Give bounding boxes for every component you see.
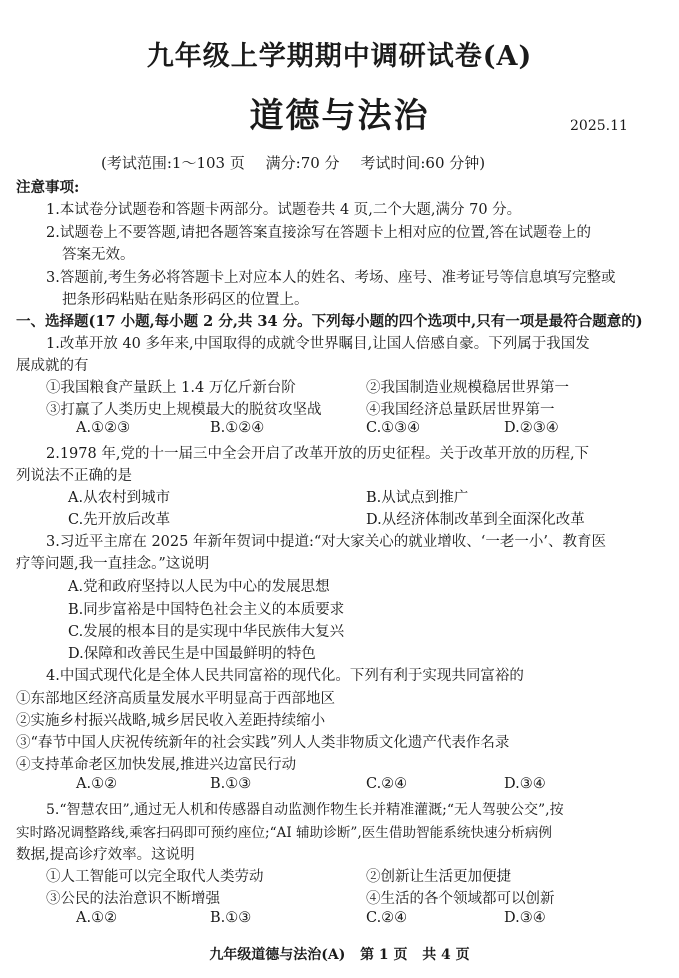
question-2-option-a: A.从农村到城市 bbox=[68, 490, 171, 506]
footer-total: 共 4 页 bbox=[422, 947, 470, 963]
question-2-stem-a: 2.1978 年,党的十一届三中全会开启了改革开放的历史征程。关于改革开放的历程,下 bbox=[46, 446, 590, 462]
question-1-option-b: B.①②④ bbox=[210, 420, 265, 436]
question-5-item-1: ①人工智能可以完全取代人类劳动 bbox=[46, 869, 264, 885]
note-2b: 答案无效。 bbox=[62, 247, 135, 263]
exam-scope: (考试范围:1～103 页 bbox=[101, 154, 245, 172]
question-4-item-3: ③“春节中国人庆祝传统新年的社会实践”列人人类非物质文化遗产代表作名录 bbox=[16, 735, 510, 751]
exam-time: 考试时间:60 分钟) bbox=[360, 154, 486, 172]
note-2a: 2.试题卷上不要答题,请把各题答案直接涂写在答题卡上相对应的位置,答在试题卷上的 bbox=[46, 225, 592, 241]
exam-date: 2025.11 bbox=[570, 118, 628, 134]
question-2-stem-b: 列说法不正确的是 bbox=[16, 468, 132, 484]
question-4-item-4: ④支持革命老区加快发展,推进兴边富民行动 bbox=[16, 757, 297, 773]
question-4-option-a: A.①② bbox=[76, 776, 118, 792]
note-3a: 3.答题前,考生务必将答题卡上对应本人的姓名、考场、座号、准考证号等信息填写完整或 bbox=[46, 270, 616, 286]
notes-heading: 注意事项: bbox=[16, 179, 80, 196]
question-4-option-d: D.③④ bbox=[504, 776, 546, 792]
question-1-item-2: ②我国制造业规模稳居世界第一 bbox=[366, 380, 569, 396]
exam-info bbox=[101, 152, 485, 173]
question-5-option-b: B.①③ bbox=[210, 910, 252, 926]
question-1-option-d: D.②③④ bbox=[504, 420, 559, 436]
question-5-stem-a: 5.“智慧农田”,通过无人机和传感器自动监测作物生长并精准灌溉;“无人驾驶公交”,按 bbox=[46, 802, 564, 818]
question-2-option-b: B.从试点到推广 bbox=[366, 490, 469, 506]
question-1-stem-b: 展成就的有 bbox=[16, 358, 89, 374]
exam-score: 满分:70 分 bbox=[265, 154, 340, 172]
question-1-option-a: A.①②③ bbox=[76, 420, 131, 436]
note-3b: 把条形码粘贴在贴条形码区的位置上。 bbox=[62, 292, 309, 308]
question-3-option-a: A.党和政府坚持以人民为中心的发展思想 bbox=[68, 579, 330, 595]
question-5-option-d: D.③④ bbox=[504, 910, 546, 926]
question-5-option-c: C.②④ bbox=[366, 910, 408, 926]
question-4-stem: 4.中国式现代化是全体人民共同富裕的现代化。下列有利于实现共同富裕的 bbox=[46, 668, 524, 684]
question-1-item-1: ①我国粮食产量跃上 1.4 万亿斤新台阶 bbox=[46, 380, 296, 396]
question-3-stem-b: 疗等问题,我一直挂念。”这说明 bbox=[16, 556, 210, 572]
question-2-option-c: C.先开放后改革 bbox=[68, 512, 171, 528]
section-heading: 一、选择题(17 小题,每小题 2 分,共 34 分。下列每小题的四个选项中,只有一项是最符合题意的) bbox=[16, 313, 643, 330]
footer-page: 第 1 页 bbox=[360, 947, 408, 963]
question-4-option-c: C.②④ bbox=[366, 776, 408, 792]
question-3-option-b: B.同步富裕是中国特色社会主义的本质要求 bbox=[68, 602, 345, 618]
question-5-stem-c: 数据,提高诊疗效率。这说明 bbox=[16, 847, 195, 863]
footer-course: 九年级道德与法治(A) bbox=[209, 947, 346, 963]
question-3-option-d: D.保障和改善民生是中国最鲜明的特色 bbox=[68, 646, 316, 662]
question-5-option-a: A.①② bbox=[76, 910, 118, 926]
exam-title: 九年级上学期期中调研试卷(A) bbox=[146, 41, 533, 72]
question-4-option-b: B.①③ bbox=[210, 776, 252, 792]
question-5-stem-b: 实时路况调整路线,乘客扫码即可预约座位;“AI 辅助诊断”,医生借助智能系统快速分析病例 bbox=[16, 825, 553, 841]
question-4-item-2: ②实施乡村振兴战略,城乡居民收入差距持续缩小 bbox=[16, 713, 326, 729]
question-5-item-4: ④生活的各个领域都可以创新 bbox=[366, 891, 555, 907]
question-4-item-1: ①东部地区经济高质量发展水平明显高于西部地区 bbox=[16, 691, 335, 707]
question-5-item-2: ②创新让生活更加便捷 bbox=[366, 869, 511, 885]
question-1-option-c: C.①③④ bbox=[366, 420, 421, 436]
page-footer bbox=[0, 944, 679, 964]
question-1-item-4: ④我国经济总量跃居世界第一 bbox=[366, 402, 555, 418]
question-1-item-3: ③打赢了人类历史上规模最大的脱贫攻坚战 bbox=[46, 402, 322, 418]
question-3-stem-a: 3.习近平主席在 2025 年新年贺词中提道:“对大家关心的就业增收、‘一老一小’、教育医 bbox=[46, 534, 606, 550]
question-3-option-c: C.发展的根本目的是实现中华民族伟大复兴 bbox=[68, 624, 345, 640]
note-1: 1.本试卷分试题卷和答题卡两部分。试题卷共 4 页,二个大题,满分 70 分。 bbox=[46, 202, 522, 218]
subject-title: 道德与法治 bbox=[249, 96, 430, 136]
question-1-stem-a: 1.改革开放 40 多年来,中国取得的成就令世界瞩目,让国人倍感自豪。下列属于我国发 bbox=[46, 336, 590, 352]
question-5-item-3: ③公民的法治意识不断增强 bbox=[46, 891, 220, 907]
question-2-option-d: D.从经济体制改革到全面深化改革 bbox=[366, 512, 585, 528]
